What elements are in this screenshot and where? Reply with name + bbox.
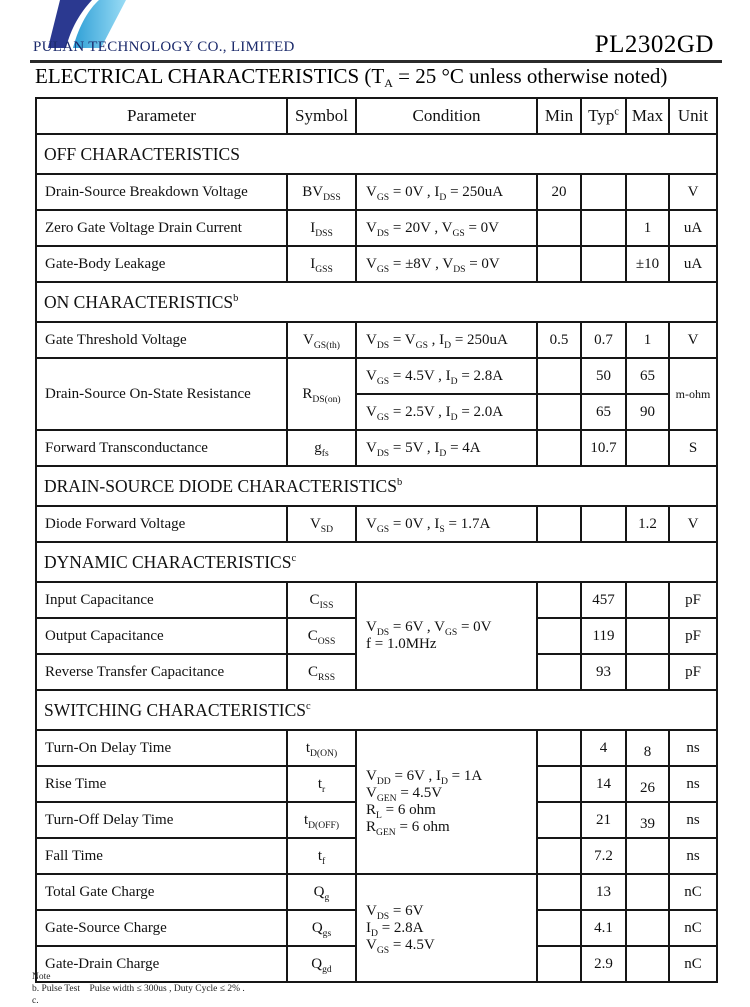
max-cell: 90 [626,394,669,430]
min-cell [537,730,581,766]
note-b: b. Pulse Test Pulse width ≤ 300us , Duty Cycle ≤ 2% . [32,984,245,994]
min-cell [537,582,581,618]
typ-cell [581,506,626,542]
param-cell: Input Capacitance [36,582,287,618]
max-cell [626,618,669,654]
min-cell [537,654,581,690]
symbol-cell: $Q_g$ [287,874,356,910]
condition-cell: $V_{GS} = 4.5V$ , $I_D = 2.8A$ [356,358,537,394]
min-cell [537,210,581,246]
symbol-cell: $C_{ISS}$ [287,582,356,618]
max-cell: 1 [626,210,669,246]
param-cell: Gate Threshold Voltage [36,322,287,358]
condition-cell: $V_{DS} = V_{GS}$ , $I_D = 250uA$ [356,322,537,358]
symbol-cell: $V_{GS(th)}$ [287,322,356,358]
typ-cell: 50 [581,358,626,394]
unit-cell: nC [669,910,717,946]
min-cell [537,506,581,542]
param-cell: Gate-Body Leakage [36,246,287,282]
unit-cell: S [669,430,717,466]
max-cell: 26 [626,766,669,802]
max-cell [626,874,669,910]
note-c-clipped: c. [32,996,39,1006]
condition-cell: $V_{GS} = \pm 8V$ , $V_{DS} = 0V$ [356,246,537,282]
typ-cell: 4 [581,730,626,766]
unit-cell: V [669,174,717,210]
section-row [36,466,717,506]
title-text: ELECTRICAL CHARACTERISTICS (T [35,64,385,88]
param-cell: Forward Transconductance [36,430,287,466]
typ-cell: 0.7 [581,322,626,358]
company-name: PULAN TECHNOLOGY CO., LIMITED [33,39,295,55]
table-row [36,582,717,618]
electrical-characteristics-table [35,97,718,983]
param-cell: Gate-Drain Charge [36,946,287,982]
param-cell: Fall Time [36,838,287,874]
table-row [36,322,717,358]
col-header-max: Max [626,98,669,134]
symbol-cell: $t_{D(OFF)}$ [287,802,356,838]
section-title: OFF CHARACTERISTICS [36,134,717,174]
symbol-cell: $t_f$ [287,838,356,874]
unit-cell: nC [669,874,717,910]
condition-line: $R_L = 6$ ohm [366,802,436,821]
min-cell [537,910,581,946]
col-header-typ: Typ$^c$ [581,98,626,134]
max-cell [626,582,669,618]
param-cell: Gate-Source Charge [36,910,287,946]
condition-line: $V_{GEN} = 4.5V$ [366,785,443,804]
table-row [36,174,717,210]
min-cell [537,618,581,654]
page-title [35,64,667,91]
symbol-cell: $BV_{DSS}$ [287,174,356,210]
condition-line: $V_{DD} = 6V$ , $I_D = 1A$ [366,768,483,787]
symbol-cell: $Q_{gd}$ [287,946,356,982]
unit-cell: m-ohm [669,358,717,430]
min-cell [537,946,581,982]
section-row [36,690,717,730]
col-header-condition: Condition [356,98,537,134]
section-title: DRAIN-SOURCE DIODE CHARACTERISTICS$^b$ [36,466,717,506]
condition-line: $V_{GS} = 4.5V$ [366,936,435,956]
max-cell [626,654,669,690]
section-row [36,134,717,174]
typ-cell: 7.2 [581,838,626,874]
max-cell [626,174,669,210]
param-cell: Reverse Transfer Capacitance [36,654,287,690]
typ-cell [581,174,626,210]
table-row [36,430,717,466]
min-cell [537,838,581,874]
section-row [36,542,717,582]
column-header-row [36,98,717,134]
unit-cell: uA [669,210,717,246]
typ-cell: 2.9 [581,946,626,982]
unit-cell: V [669,322,717,358]
condition-line: $V_{DS} = 6V$ , $V_{GS} = 0V$ [366,619,492,638]
condition-lines [357,903,536,954]
param-cell: Rise Time [36,766,287,802]
max-cell [626,946,669,982]
typ-cell: 65 [581,394,626,430]
max-cell: ±10 [626,246,669,282]
condition-lines [357,768,536,836]
col-header-parameter: Parameter [36,98,287,134]
typ-cell: 119 [581,618,626,654]
typ-cell: 10.7 [581,430,626,466]
unit-cell: ns [669,730,717,766]
unit-cell: ns [669,802,717,838]
condition-line: $R_{GEN} = 6$ ohm [366,819,450,838]
param-cell: Turn-Off Delay Time [36,802,287,838]
min-cell [537,358,581,394]
condition-cell [356,874,537,982]
section-title: ON CHARACTERISTICS$^b$ [36,282,717,322]
param-cell: Diode Forward Voltage [36,506,287,542]
typ-cell: 457 [581,582,626,618]
min-cell [537,874,581,910]
table-row [36,246,717,282]
section-row [36,282,717,322]
footnotes [32,971,245,1006]
condition-cell [356,582,537,690]
condition-cell: $V_{GS} = 2.5V$ , $I_D = 2.0A$ [356,394,537,430]
table-row [36,874,717,910]
max-cell [626,430,669,466]
min-cell: 20 [537,174,581,210]
unit-cell: V [669,506,717,542]
param-cell: Output Capacitance [36,618,287,654]
symbol-cell: $C_{OSS}$ [287,618,356,654]
symbol-cell: $I_{DSS}$ [287,210,356,246]
title-subscript: A [384,76,393,90]
max-cell: 1.2 [626,506,669,542]
typ-cell: 14 [581,766,626,802]
unit-cell: ns [669,838,717,874]
unit-cell: pF [669,654,717,690]
symbol-cell: $t_r$ [287,766,356,802]
condition-line: f = 1.0MHz [366,636,437,652]
symbol-cell: $V_{SD}$ [287,506,356,542]
min-cell [537,430,581,466]
unit-cell: nC [669,946,717,982]
section-title: SWITCHING CHARACTERISTICS$^c$ [36,690,717,730]
symbol-cell: $R_{DS(on)}$ [287,358,356,430]
max-cell: 8 [626,730,669,766]
condition-line: $I_D = 2.8A$ [366,919,424,939]
title-text-2: = 25 °C unless otherwise noted) [392,64,668,88]
symbol-cell: $I_{GSS}$ [287,246,356,282]
col-header-min: Min [537,98,581,134]
table-row [36,730,717,766]
param-cell: Drain-Source On-State Resistance [36,358,287,430]
typ-cell [581,210,626,246]
typ-cell [581,246,626,282]
table-row [36,506,717,542]
param-cell: Drain-Source Breakdown Voltage [36,174,287,210]
typ-cell: 13 [581,874,626,910]
table-row [36,210,717,246]
param-cell: Zero Gate Voltage Drain Current [36,210,287,246]
table-row [36,358,717,394]
header-divider [30,60,722,63]
typ-cell: 93 [581,654,626,690]
unit-cell: pF [669,582,717,618]
condition-cell: $V_{GS} = 0V$ , $I_S = 1.7A$ [356,506,537,542]
max-cell: 1 [626,322,669,358]
min-cell [537,802,581,838]
symbol-cell: $t_{D(ON)}$ [287,730,356,766]
unit-cell: pF [669,618,717,654]
unit-cell: uA [669,246,717,282]
typ-cell: 4.1 [581,910,626,946]
min-cell [537,394,581,430]
note-label: Note [32,972,51,982]
col-header-symbol: Symbol [287,98,356,134]
param-cell: Turn-On Delay Time [36,730,287,766]
max-cell [626,838,669,874]
max-cell: 65 [626,358,669,394]
symbol-cell: $C_{RSS}$ [287,654,356,690]
param-cell: Total Gate Charge [36,874,287,910]
condition-cell: $V_{DS} = 5V$ , $I_D = 4A$ [356,430,537,466]
symbol-cell: $g_{fs}$ [287,430,356,466]
part-number: PL2302GD [594,31,714,58]
condition-line: $V_{DS} = 6V$ [366,902,424,922]
condition-cell: $V_{DS} = 20V$ , $V_{GS} = 0V$ [356,210,537,246]
min-cell [537,246,581,282]
max-cell: 39 [626,802,669,838]
col-header-unit: Unit [669,98,717,134]
min-cell [537,766,581,802]
condition-lines [357,619,536,653]
section-title: DYNAMIC CHARACTERISTICS$^c$ [36,542,717,582]
typ-cell: 21 [581,802,626,838]
min-cell: 0.5 [537,322,581,358]
symbol-cell: $Q_{gs}$ [287,910,356,946]
condition-cell [356,730,537,874]
unit-cell: ns [669,766,717,802]
condition-cell: $V_{GS} = 0V$ , $I_D = 250uA$ [356,174,537,210]
max-cell [626,910,669,946]
